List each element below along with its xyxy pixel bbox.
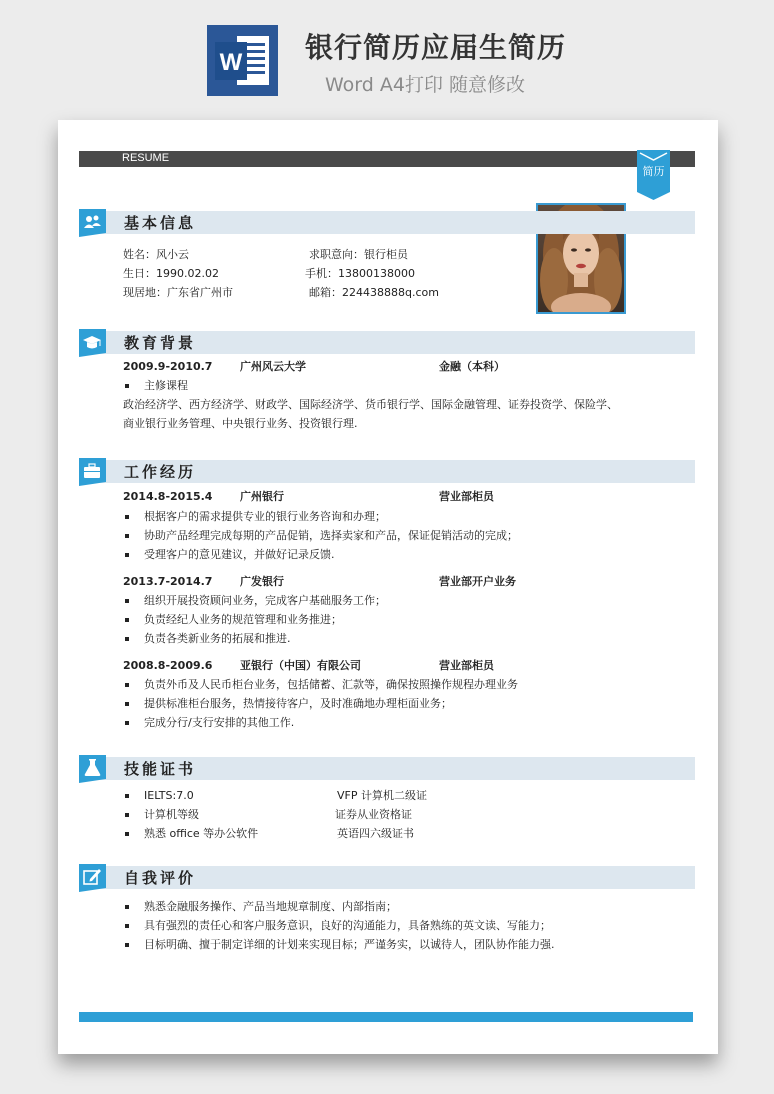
edu-courses-line2: 商业银行业务管理、中央银行业务、投资银行理. bbox=[123, 417, 358, 430]
section-title-skills: 技能证书 bbox=[124, 760, 197, 778]
job-duty: 协助产品经理完成每期的产品促销，选择卖家和产品，保证促销活动的完成； bbox=[144, 529, 518, 542]
basic-name: 姓名：风小云 bbox=[123, 248, 189, 261]
edu-courses-line1: 政治经济学、西方经济学、财政学、国际经济学、货币银行学、国际金融管理、证券投资学、保险学、 bbox=[123, 398, 618, 411]
ribbon-text: 简历 bbox=[642, 165, 665, 178]
bottom-bar bbox=[79, 1012, 693, 1022]
basic-intention: 求职意向：银行柜员 bbox=[309, 248, 408, 261]
page-subtitle: Word A4打印 随意修改 bbox=[325, 74, 526, 96]
skill-item: 证券从业资格证 bbox=[335, 808, 412, 821]
edu-school: 广州风云大学 bbox=[240, 360, 306, 373]
job-duty: 提供标准柜台服务，热情接待客户，及时准确地办理柜面业务； bbox=[144, 697, 452, 710]
job-company: 亚银行（中国）有限公司 bbox=[240, 659, 361, 672]
basic-email: 邮箱：224438888q.com bbox=[309, 286, 439, 299]
bullet bbox=[125, 721, 129, 725]
resume-bar-label: RESUME bbox=[122, 152, 170, 164]
bullet bbox=[125, 637, 129, 641]
job-company: 广发银行 bbox=[240, 575, 284, 588]
job-duty: 完成分行/支行安排的其他工作. bbox=[144, 716, 295, 729]
evaluation-item: 目标明确、擅于制定详细的计划来实现目标；严谨务实，以诚待人，团队协作能力强. bbox=[144, 938, 555, 951]
briefcase-icon bbox=[79, 458, 106, 486]
section-header-basic bbox=[79, 211, 695, 234]
bullet bbox=[125, 534, 129, 538]
basic-phone: 手机：13800138000 bbox=[305, 267, 415, 280]
word-logo-letter: W bbox=[219, 49, 243, 76]
job-position: 营业部开户业务 bbox=[439, 575, 516, 588]
job-company: 广州银行 bbox=[240, 490, 284, 503]
bullet bbox=[125, 832, 129, 836]
basic-location: 现居地：广东省广州市 bbox=[123, 286, 233, 299]
bullet bbox=[125, 905, 129, 909]
job-duty: 负责经纪人业务的规范管理和业务推进； bbox=[144, 613, 342, 626]
bullet bbox=[125, 794, 129, 798]
section-title-evaluation: 自我评价 bbox=[124, 869, 197, 887]
job-position: 营业部柜员 bbox=[439, 659, 494, 672]
skill-item: 计算机等级 bbox=[144, 808, 199, 821]
section-title-basic: 基本信息 bbox=[124, 214, 197, 232]
skill-item: IELTS:7.0 bbox=[144, 789, 194, 802]
edit-icon bbox=[79, 864, 106, 892]
basic-birthday: 生日：1990.02.02 bbox=[123, 267, 219, 280]
bullet bbox=[125, 924, 129, 928]
page-title: 银行简历应届生简历 bbox=[305, 31, 567, 64]
job-duty: 负责各类新业务的拓展和推进. bbox=[144, 632, 291, 645]
job-duty: 根据客户的需求提供专业的银行业务咨询和办理； bbox=[144, 510, 386, 523]
evaluation-item: 熟悉金融服务操作、产品当地规章制度、内部指南； bbox=[144, 900, 397, 913]
edu-course-label: 主修课程 bbox=[144, 379, 188, 392]
edu-period: 2009.9-2010.7 bbox=[123, 360, 213, 373]
resume-page bbox=[58, 120, 718, 1054]
section-title-work: 工作经历 bbox=[124, 463, 197, 481]
skill-item: 英语四六级证书 bbox=[337, 827, 414, 840]
users-icon bbox=[79, 209, 106, 237]
job-duty: 负责外币及人民币柜台业务，包括储蓄、汇款等，确保按照操作规程办理业务 bbox=[144, 678, 518, 691]
job-duty: 受理客户的意见建议，并做好记录反馈. bbox=[144, 548, 335, 561]
flask-icon bbox=[79, 755, 106, 783]
section-header-education bbox=[79, 331, 695, 354]
section-header-work bbox=[79, 460, 695, 483]
bullet bbox=[125, 618, 129, 622]
bullet bbox=[125, 702, 129, 706]
bullet bbox=[125, 553, 129, 557]
section-title-education: 教育背景 bbox=[124, 334, 197, 352]
skill-item: VFP 计算机二级证 bbox=[337, 789, 427, 802]
word-logo-icon bbox=[207, 25, 278, 96]
resume-ribbon bbox=[637, 150, 670, 200]
skill-item: 熟悉 office 等办公软件 bbox=[144, 827, 259, 840]
bullet bbox=[125, 943, 129, 947]
job-position: 营业部柜员 bbox=[439, 490, 494, 503]
job-period: 2014.8-2015.4 bbox=[123, 490, 213, 503]
job-period: 2013.7-2014.7 bbox=[123, 575, 213, 588]
job-duty: 组织开展投资顾问业务，完成客户基础服务工作； bbox=[144, 594, 386, 607]
evaluation-item: 具有强烈的责任心和客户服务意识，良好的沟通能力，具备熟练的英文读、写能力； bbox=[144, 919, 551, 932]
resume-bar bbox=[79, 151, 695, 167]
section-header-evaluation bbox=[79, 866, 695, 889]
section-header-skills bbox=[79, 757, 695, 780]
bullet bbox=[125, 599, 129, 603]
bullet bbox=[125, 515, 129, 519]
job-period: 2008.8-2009.6 bbox=[123, 659, 213, 672]
edu-major: 金融（本科） bbox=[439, 360, 505, 373]
graduation-cap-icon bbox=[79, 329, 106, 357]
bullet bbox=[125, 683, 129, 687]
bullet bbox=[125, 384, 129, 388]
bullet bbox=[125, 813, 129, 817]
